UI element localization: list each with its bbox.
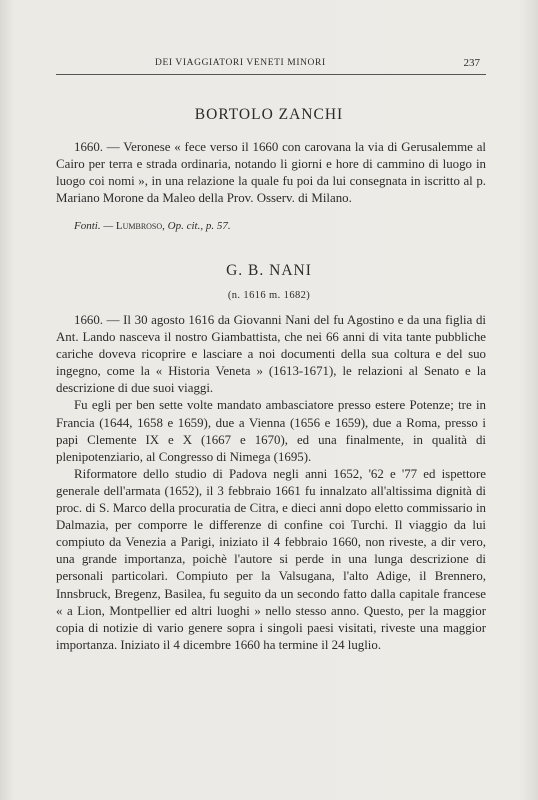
sources-ref: Op. cit., p. 57.: [167, 220, 231, 232]
page-number: 237: [463, 57, 480, 69]
sources-author: Lumbroso,: [115, 220, 165, 232]
zanchi-paragraph: 1660. — Veronese « fece verso il 1660 con carovana la via di Gerusalemme al Cairo per terra e strada ordinaria, notando li giorni e hore di cammino di luogo in luogo coi nomi », in una relazione la quale fu poi da lui consegnata in iscritto al p. Mariano Morone da Maleo della Prov. Osserv. di Milano.: [56, 140, 486, 206]
nani-paragraph-3: Riformatore dello studio di Padova negli anni 1652, '62 e '77 ed ispettore generale dell'armata (1652), il 3 febbraio 1661 fu innalzato all'altissima dignità di proc. di S. Marco della procuratia de Citra, e dieci anni dopo eletto commissario in Dalmazia, per comporre le differenze di confine coi Turchi. Il viaggio da lui compiuto da Venezia a Parigi, iniziato il 4 febbraio 1660, non riveste, a dir vero, una grande importanza, poichè l'autore si perde in una lunga descrizione di personali particolari. Compiuto per la Valsugana, l'alto Adige, il Brennero, Innsbruck, Bregenz, Basilea, fu seguito da un secondo fatto dalla capitale francese « a Lion, Montpellier ed altri luoghi » nello stesso anno. Questo, per la maggior copia di notizie di vario genere sopra i singoli paesi visitati, riveste una maggior importanza. Iniziato il 4 dicembre 1660 ha termine il 24 luglio.: [56, 466, 486, 652]
section-title-nani: G. B. NANI: [226, 262, 312, 279]
sources-note: [74, 220, 231, 232]
nani-paragraph-1: 1660. — Il 30 agosto 1616 da Giovanni Nani del fu Agostino e da una figlia di Ant. Lando nasceva il nostro Giambattista, che nei 66 anni di vita tante pubbliche cariche doveva ricoprire e lasciare a noi documenti della sua coltura e del suo ingegno, come la « Historia Veneta » (1613-1671), le relazioni al Senato e la descrizione di due suoi viaggi.: [56, 313, 486, 396]
running-title: DEI VIAGGIATORI VENETI MINORI: [155, 58, 326, 68]
header-rule: [56, 74, 486, 75]
section-title-zanchi: BORTOLO ZANCHI: [194, 106, 344, 123]
nani-dates: (n. 1616 m. 1682): [227, 290, 311, 301]
sources-label: Fonti. —: [74, 220, 114, 232]
nani-paragraph-2: Fu egli per ben sette volte mandato ambasciatore presso estere Potenze; tre in Francia (1644, 1658 e 1659), due a Vienna (1656 e 1659), due a Roma, presso i papi Clemente IX e X (1667 e 1670), ed una finalmente, in qualità di plenipotenziario, al Congresso di Nimega (1695).: [56, 398, 486, 464]
zanchi-text: [56, 139, 486, 207]
nani-text: [56, 312, 486, 654]
